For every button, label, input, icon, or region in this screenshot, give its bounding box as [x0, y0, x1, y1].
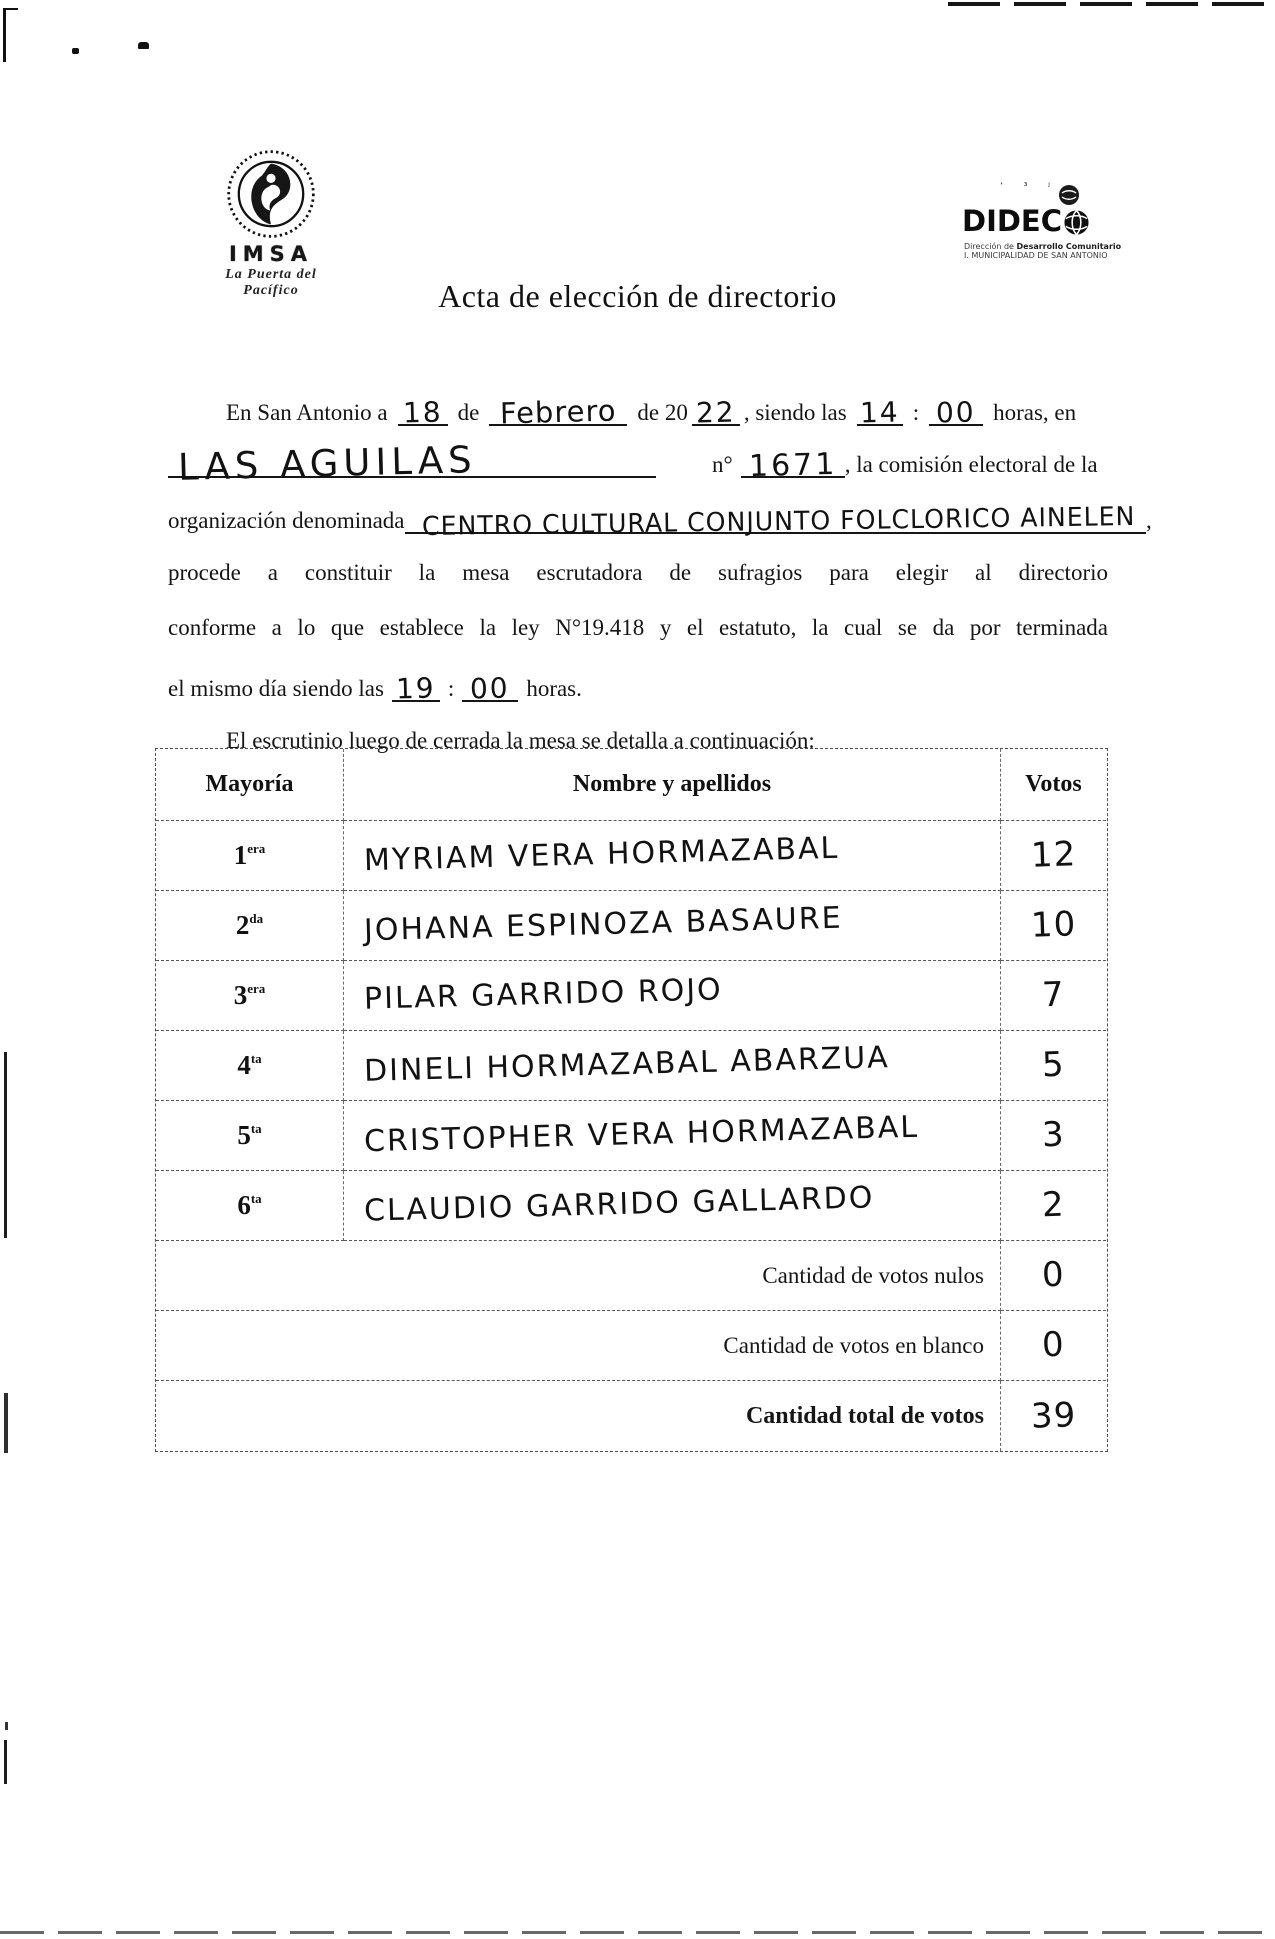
- scan-artifact-corner: [3, 8, 18, 62]
- imsa-acronym: IMSA: [228, 242, 314, 266]
- candidate-name: CRISTOPHER VERA HORMAZABAL: [363, 1109, 920, 1160]
- summary-label: Cantidad de votos en blanco: [156, 1311, 1001, 1381]
- scan-artifact-speck: [138, 42, 149, 49]
- dideco-stamp-icon: [1058, 184, 1080, 206]
- summary-value-cell: [1001, 1381, 1106, 1451]
- imsa-logo: [196, 148, 346, 299]
- rank-suffix: ta: [250, 1050, 262, 1066]
- scan-artifact-left-line: [4, 1740, 7, 1784]
- page-title: Acta de elección de directorio: [438, 278, 837, 314]
- votes-value: 12: [1030, 834, 1077, 877]
- table-row: [156, 1101, 1107, 1171]
- text-mismo-dia: el mismo día siendo las: [168, 676, 384, 701]
- dideco-subtitle-line1-bold: Desarrollo Comunitario: [1016, 242, 1122, 251]
- street-field: [168, 437, 656, 489]
- scan-artifact-left-line: [4, 1052, 7, 1238]
- votes-cell: [1001, 1031, 1106, 1101]
- candidate-name: DINELI HORMAZABAL ABARZUA: [363, 1040, 891, 1090]
- text-de-20: de 20: [637, 400, 688, 425]
- table-header-row: [156, 749, 1107, 821]
- rank-cell: [156, 1171, 344, 1241]
- votes-value: 5: [1041, 1044, 1066, 1086]
- start-hour-field: [857, 386, 903, 430]
- text-colon: :: [447, 676, 455, 701]
- votes-value: 10: [1030, 904, 1077, 947]
- rank-suffix: era: [247, 980, 266, 996]
- imsa-tagline: La Puerta del Pacífico: [225, 267, 317, 298]
- votes-cell: [1001, 1171, 1106, 1241]
- month-value: Febrero: [499, 393, 618, 431]
- votes-cell: [1001, 961, 1106, 1031]
- scan-artifact-left-tick: [5, 1722, 8, 1730]
- table-row: [156, 1031, 1107, 1101]
- summary-row-blank-votes: [156, 1311, 1107, 1381]
- rank-cell: [156, 1101, 344, 1171]
- dideco-wordmark: [962, 204, 1090, 238]
- rank-cell: [156, 961, 344, 1031]
- text-numero-label: n°: [712, 452, 733, 477]
- rank-suffix: ta: [250, 1120, 262, 1136]
- month-field: [489, 386, 627, 431]
- header-nombre: Nombre y apellidos: [344, 749, 1001, 821]
- rank-cell: [156, 821, 344, 891]
- scan-artifact-top-dash: [948, 2, 1275, 6]
- year-field: [692, 386, 740, 430]
- dideco-stamp-marks: ʼ ³ ʲ: [1000, 182, 1059, 192]
- street-value: LAS AGUILAS: [177, 437, 478, 489]
- rank-suffix: da: [249, 910, 264, 926]
- end-minute-field: [462, 662, 518, 706]
- summary-value-cell: [1001, 1311, 1106, 1381]
- header-votos: Votos: [1001, 749, 1106, 821]
- paragraph-line-organization: [168, 488, 1152, 543]
- text-horas-en: horas, en: [993, 400, 1077, 425]
- end-hour-field: [392, 662, 440, 706]
- results-table: [155, 748, 1108, 1452]
- rank-suffix: ta: [250, 1190, 262, 1206]
- candidate-name: MYRIAM VERA HORMAZABAL: [363, 831, 840, 879]
- rank-number: 4: [237, 1050, 251, 1080]
- votes-cell: [1001, 821, 1106, 891]
- text-organizacion-denominada: organización denominada: [168, 508, 405, 533]
- text-en-san-antonio: En San Antonio a: [226, 400, 388, 425]
- summary-label: Cantidad de votos nulos: [156, 1241, 1001, 1311]
- day-field: [398, 386, 448, 430]
- start-hour-value: 14: [859, 395, 900, 430]
- dideco-text: DIDEC: [962, 204, 1063, 238]
- candidate-name-cell: [344, 891, 1001, 961]
- summary-row-total-votes: [156, 1381, 1107, 1451]
- text-horas: horas.: [526, 676, 582, 701]
- table-row: [156, 1171, 1107, 1241]
- table-row: [156, 961, 1107, 1031]
- street-number-field: [741, 438, 845, 484]
- candidate-name-cell: [344, 1171, 1001, 1241]
- scan-artifact-left-line: [4, 1393, 8, 1453]
- paragraph-line-date: [168, 380, 1166, 431]
- candidate-name-cell: [344, 1031, 1001, 1101]
- header-mayoria: Mayoría: [156, 749, 344, 821]
- street-number-value: 1671: [748, 446, 838, 484]
- rank-cell: [156, 891, 344, 961]
- day-value: 18: [402, 395, 443, 430]
- rank-cell: [156, 1031, 344, 1101]
- summary-value: 0: [1041, 1254, 1066, 1296]
- text-trailing-comma: ,: [1146, 508, 1152, 533]
- scan-artifact-bottom-dash: [0, 1931, 1275, 1934]
- rank-suffix: era: [247, 840, 266, 856]
- rank-number: 3: [233, 980, 248, 1010]
- candidate-name: PILAR GARRIDO ROJO: [363, 972, 724, 1017]
- end-hour-value: 19: [395, 671, 437, 706]
- end-minute-value: 00: [470, 671, 511, 706]
- dideco-globe-icon: [1063, 209, 1090, 236]
- dideco-subtitle-line1: Dirección de: [964, 242, 1017, 251]
- year-value: 22: [695, 395, 737, 430]
- table-row: [156, 891, 1107, 961]
- text-comision-electoral: , la comisión electoral de la: [844, 452, 1098, 477]
- rank-number: 5: [237, 1120, 251, 1150]
- summary-label-total: Cantidad total de votos: [156, 1381, 1001, 1451]
- text-colon: :: [912, 400, 920, 425]
- start-minute-value: 00: [935, 395, 977, 430]
- candidate-name-cell: [344, 821, 1001, 891]
- scan-artifact-speck: [72, 48, 79, 54]
- text-de: de: [457, 400, 480, 425]
- dideco-subtitle: [964, 242, 1121, 260]
- start-minute-field: [929, 386, 983, 430]
- dideco-subtitle-line2: I. MUNICIPALIDAD DE SAN ANTONIO: [964, 251, 1108, 260]
- candidate-name-cell: [344, 1101, 1001, 1171]
- text-siendo-las: , siendo las: [743, 400, 847, 425]
- organization-value: CENTRO CULTURAL CONJUNTO FOLCLORICO AINELEN: [421, 502, 1136, 543]
- paragraph-line-procede: procede a constituir la mesa escrutadora de sufragios para elegir al directorio: [168, 560, 1108, 585]
- votes-value: 3: [1041, 1114, 1066, 1156]
- paragraph-line-end-time: [168, 656, 1108, 706]
- votes-cell: [1001, 1101, 1106, 1171]
- paragraph-line-address: [168, 432, 1108, 489]
- candidate-name-cell: [344, 961, 1001, 1031]
- candidate-name: CLAUDIO GARRIDO GALLARDO: [363, 1180, 875, 1229]
- votes-cell: [1001, 891, 1106, 961]
- summary-value-total: 39: [1030, 1395, 1077, 1437]
- rank-number: 2: [235, 910, 250, 940]
- organization-field: [405, 494, 1146, 543]
- rank-number: 6: [237, 1190, 251, 1220]
- votes-value: 7: [1041, 974, 1066, 1016]
- summary-row-null-votes: [156, 1241, 1107, 1311]
- summary-value: 0: [1041, 1324, 1066, 1366]
- rank-number: 1: [233, 840, 248, 870]
- summary-value-cell: [1001, 1241, 1106, 1311]
- table-row: [156, 821, 1107, 891]
- text-escrutinio: El escrutinio luego de cerrada la mesa se detalla a continuación:: [226, 728, 815, 753]
- imsa-seal-icon: [225, 148, 317, 240]
- paragraph-line-conforme: conforme a lo que establece la ley N°19.418 y el estatuto, la cual se da por terminada: [168, 615, 1108, 640]
- votes-value: 2: [1041, 1184, 1066, 1226]
- candidate-name: JOHANA ESPINOZA BASAURE: [363, 900, 843, 949]
